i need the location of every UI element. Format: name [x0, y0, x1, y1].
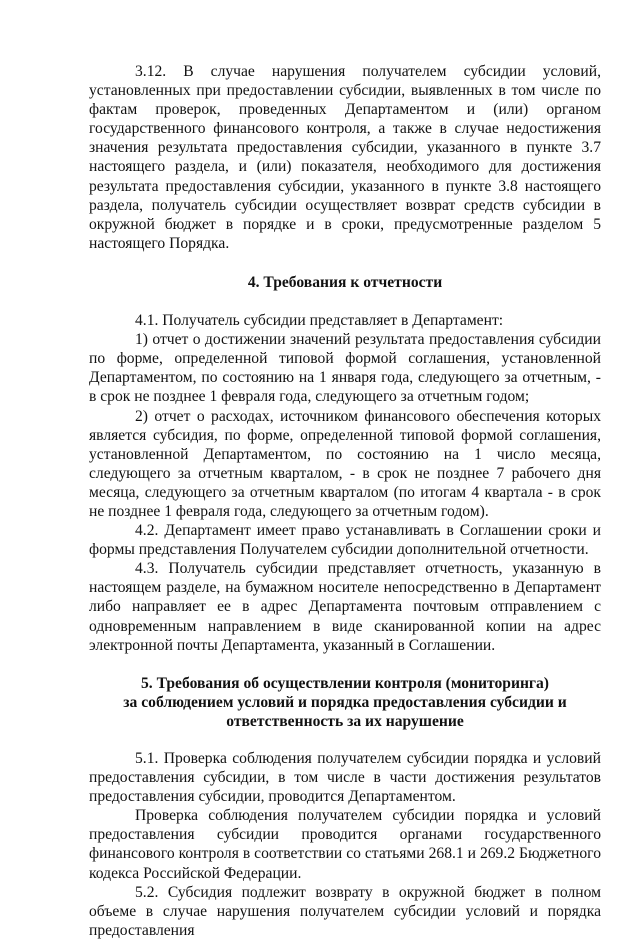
- section-4-heading: 4. Требования к отчетности: [247, 273, 443, 291]
- section-5-heading-line-3: ответственность за их нарушение: [226, 712, 464, 730]
- paragraph-5-2: 5.2. Субсидия подлежит возврату в окружной бюджет в полном объеме в случае нарушения получателем субсидии условий и порядка предоставления: [89, 883, 601, 939]
- paragraph-4-2: 4.2. Департамент имеет право устанавливать в Соглашении сроки и формы представления Получателем субсидии дополнительной отчетности.: [89, 522, 601, 559]
- spacer: [89, 253, 601, 273]
- paragraph-5-1-second: Проверка соблюдения получателем субсидии порядка и условий предоставления субсидии проводится органами государственного финансового контроля в соответствии со статьями 268.1 и 269.2 Бюджетного кодекса Российской Федерации.: [89, 807, 601, 882]
- spacer: [89, 731, 601, 749]
- section-5-heading-line-2: за соблюдением условий и порядка предоставления субсидии и: [123, 693, 567, 711]
- paragraph-5-1: 5.1. Проверка соблюдения получателем субсидии порядка и условий предоставления субсидии, в том числе в части достижения результатов предоставления субсидии, проводится Департаментом.: [89, 750, 601, 806]
- paragraph-4-1-item-1: 1) отчет о достижении значений результата предоставления субсидии по форме, определенной типовой формой соглашения, установленной Департаментом, по состоянию на 1 января года, следующего за отчетным, - в срок не позднее 1 февраля года, следующего за отчетным годом;: [89, 331, 601, 406]
- document-page: [89, 62, 601, 940]
- spacer: [89, 655, 601, 674]
- spacer: [89, 292, 601, 311]
- section-5-heading-line-1: 5. Требования об осуществлении контроля (мониторинга): [140, 674, 549, 692]
- paragraph-4-3: 4.3. Получатель субсидии представляет отчетность, указанную в настоящем разделе, на бумажном носителе непосредственно в Департамент либо направляет ее в адрес Департамента почтовым отправлением с одновременным направлением в виде сканированной копии на адрес электронной почты Департамента, указанный в Соглашении.: [89, 560, 601, 654]
- paragraph-4-1-item-2: 2) отчет о расходах, источником финансового обеспечения которых является субсидия, по форме, определенной типовой формой соглашения, установленной Департаментом, по состоянию на 1 число месяца, следующего за отчетным кварталом, - в срок не позднее 7 рабочего дня месяца, следующего за отчетным кварталом (по итогам 4 квартала - в срок не позднее 1 февраля года, следующего за отчетным годом).: [89, 407, 601, 520]
- paragraph-3-12: 3.12. В случае нарушения получателем субсидии условий, установленных при предоставлении субсидии, выявленных в том числе по фактам проверок, проведенных Департаментом и (или) органом государственного финансового контроля, а также в случае недостижения значения результата предоставления субсидии, указанного в пункте 3.7 настоящего раздела, и (или) показателя, необходимого для достижения результата предоставления субсидии, указанного в пункте 3.8 настоящего раздела, получатель субсидии осуществляет возврат средств субсидии в окружной бюджет в порядке и в сроки, предусмотренные разделом 5 настоящего Порядка.: [89, 63, 601, 252]
- paragraph-4-1: 4.1. Получатель субсидии представляет в Департамент:: [135, 312, 504, 330]
